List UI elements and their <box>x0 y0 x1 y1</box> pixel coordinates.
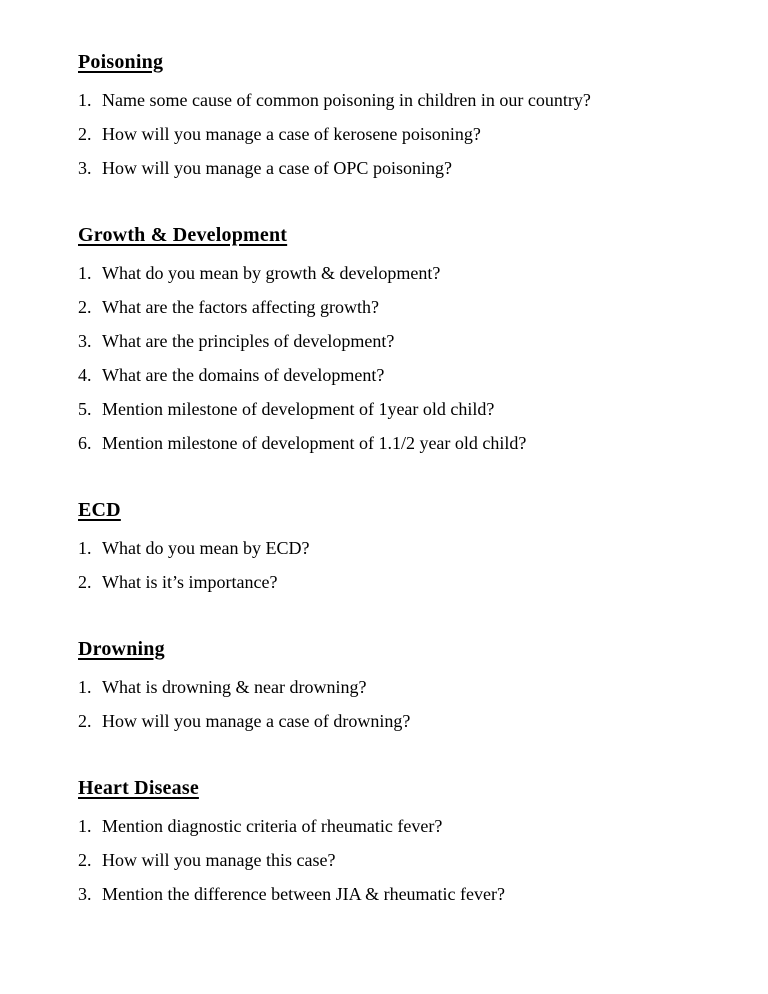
question-item <box>78 157 738 179</box>
section-heading: Growth & Development <box>78 224 288 246</box>
section-poisoning <box>78 51 738 179</box>
section-heart-disease <box>78 777 738 905</box>
question-list <box>78 89 738 179</box>
question-number: 6. <box>78 433 92 453</box>
question-item <box>78 89 738 111</box>
question-item <box>78 364 738 386</box>
question-item <box>78 849 738 871</box>
question-number: 3. <box>78 331 92 351</box>
section-ecd <box>78 499 738 593</box>
question-text: How will you manage a case of OPC poisoning? <box>102 158 452 178</box>
question-item <box>78 330 738 352</box>
question-number: 1. <box>78 816 92 836</box>
question-text: How will you manage a case of drowning? <box>102 711 411 731</box>
question-text: What are the factors affecting growth? <box>102 297 380 317</box>
question-text: What do you mean by ECD? <box>102 538 310 558</box>
question-item <box>78 710 738 732</box>
question-number: 1. <box>78 90 92 110</box>
question-number: 2. <box>78 297 92 317</box>
question-text: Mention the difference between JIA & rheumatic fever? <box>102 884 505 904</box>
question-text: Mention milestone of development of 1year old child? <box>102 399 495 419</box>
question-list <box>78 815 738 905</box>
question-text: What is it’s importance? <box>102 572 278 592</box>
question-item <box>78 676 738 698</box>
section-heading: Poisoning <box>78 51 164 73</box>
section-heading: ECD <box>78 499 121 521</box>
question-text: Mention diagnostic criteria of rheumatic fever? <box>102 816 443 836</box>
question-item <box>78 123 738 145</box>
question-number: 2. <box>78 572 92 592</box>
question-item <box>78 398 738 420</box>
question-item <box>78 432 738 454</box>
section-heading: Heart Disease <box>78 777 199 799</box>
question-text: How will you manage a case of kerosene poisoning? <box>102 124 481 144</box>
section-heading: Drowning <box>78 638 165 660</box>
question-number: 4. <box>78 365 92 385</box>
question-text: What are the domains of development? <box>102 365 385 385</box>
section-growth-development <box>78 224 738 454</box>
question-item <box>78 571 738 593</box>
question-item <box>78 815 738 837</box>
question-item <box>78 883 738 905</box>
question-item <box>78 537 738 559</box>
question-text: Mention milestone of development of 1.1/2 year old child? <box>102 433 527 453</box>
question-text: What do you mean by growth & development? <box>102 263 441 283</box>
question-text: What is drowning & near drowning? <box>102 677 367 697</box>
question-text: Name some cause of common poisoning in children in our country? <box>102 90 591 110</box>
question-list <box>78 262 738 454</box>
question-text: What are the principles of development? <box>102 331 395 351</box>
question-number: 2. <box>78 124 92 144</box>
question-number: 1. <box>78 263 92 283</box>
question-number: 1. <box>78 677 92 697</box>
question-number: 1. <box>78 538 92 558</box>
question-number: 2. <box>78 850 92 870</box>
question-number: 2. <box>78 711 92 731</box>
section-drowning <box>78 638 738 732</box>
question-list <box>78 676 738 732</box>
question-number: 3. <box>78 884 92 904</box>
question-item <box>78 262 738 284</box>
question-item <box>78 296 738 318</box>
question-text: How will you manage this case? <box>102 850 336 870</box>
question-number: 3. <box>78 158 92 178</box>
question-list <box>78 537 738 593</box>
question-number: 5. <box>78 399 92 419</box>
